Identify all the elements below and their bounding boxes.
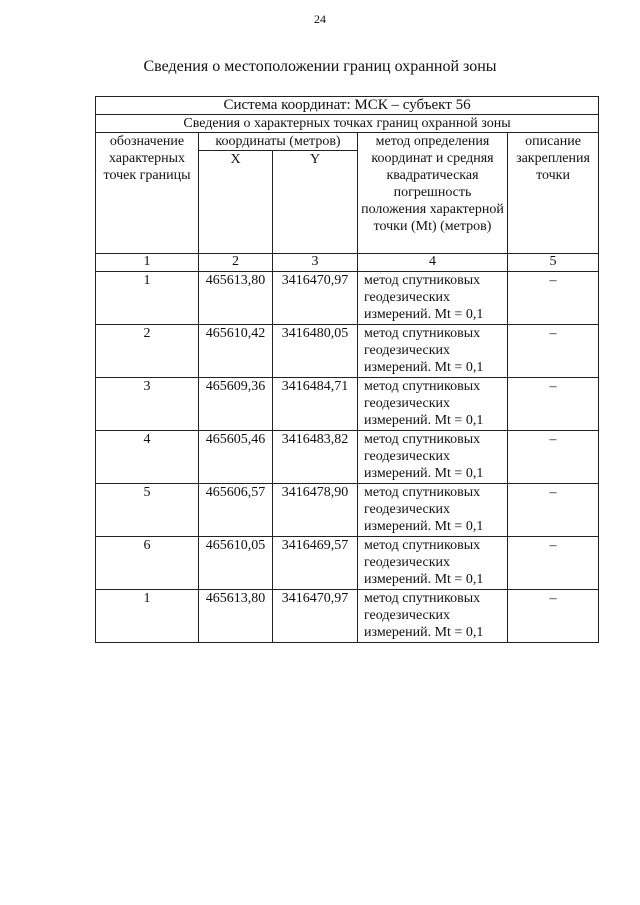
method-cell: метод спутниковых геодезических измерений. Mt = 0,1 — [358, 325, 508, 378]
document-title: Сведения о местоположении границ охранной зоны — [143, 58, 497, 75]
fixing-cell: – — [508, 431, 599, 484]
method-cell: метод спутниковых геодезических измерений. Mt = 0,1 — [358, 431, 508, 484]
fixing-cell: – — [508, 325, 599, 378]
y-coordinate-cell: 3416469,57 — [273, 537, 358, 590]
y-coordinate-cell: 3416478,90 — [273, 484, 358, 537]
x-coordinate-cell: 465609,36 — [199, 378, 273, 431]
y-coordinate-cell: 3416480,05 — [273, 325, 358, 378]
method-cell: метод спутниковых геодезических измерений. Mt = 0,1 — [358, 484, 508, 537]
column-number: 3 — [273, 254, 358, 272]
fixing-cell: – — [508, 272, 599, 325]
table-row — [96, 431, 599, 484]
coordinate-system-caption: Система координат: МСК – субъект 56 — [96, 97, 599, 115]
x-coordinate-cell: 465610,05 — [199, 537, 273, 590]
table-row — [96, 272, 599, 325]
x-coordinate-cell: 465605,46 — [199, 431, 273, 484]
fixing-cell: – — [508, 378, 599, 431]
point-cell: 1 — [96, 272, 199, 325]
page-number: 24 — [314, 12, 326, 26]
points-caption: Сведения о характерных точках границ охранной зоны — [96, 115, 599, 133]
method-cell: метод спутниковых геодезических измерений. Mt = 0,1 — [358, 272, 508, 325]
header-coordinates: координаты (метров) — [199, 133, 358, 151]
column-number: 2 — [199, 254, 273, 272]
method-cell: метод спутниковых геодезических измерений. Mt = 0,1 — [358, 537, 508, 590]
header-x: X — [199, 151, 273, 254]
column-number: 1 — [96, 254, 199, 272]
column-number: 5 — [508, 254, 599, 272]
column-numbers-row — [96, 254, 599, 272]
table-row — [96, 378, 599, 431]
x-coordinate-cell: 465613,80 — [199, 590, 273, 643]
header-fixing: описание закрепления точки — [508, 133, 599, 254]
table-row — [96, 590, 599, 643]
header-y: Y — [273, 151, 358, 254]
y-coordinate-cell: 3416483,82 — [273, 431, 358, 484]
y-coordinate-cell: 3416484,71 — [273, 378, 358, 431]
boundary-points-table — [95, 96, 599, 643]
table-row — [96, 325, 599, 378]
point-cell: 6 — [96, 537, 199, 590]
header-method: метод определения координат и средняя квадратическая погрешность положения характерной точки (Mt) (метров) — [358, 133, 508, 254]
x-coordinate-cell: 465613,80 — [199, 272, 273, 325]
table-row — [96, 484, 599, 537]
fixing-cell: – — [508, 484, 599, 537]
method-cell: метод спутниковых геодезических измерений. Mt = 0,1 — [358, 378, 508, 431]
fixing-cell: – — [508, 537, 599, 590]
point-cell: 2 — [96, 325, 199, 378]
point-cell: 3 — [96, 378, 199, 431]
header-point-designation: обозначение характерных точек границы — [96, 133, 199, 254]
column-number: 4 — [358, 254, 508, 272]
y-coordinate-cell: 3416470,97 — [273, 272, 358, 325]
point-cell: 4 — [96, 431, 199, 484]
y-coordinate-cell: 3416470,97 — [273, 590, 358, 643]
point-cell: 1 — [96, 590, 199, 643]
point-cell: 5 — [96, 484, 199, 537]
table-row — [96, 537, 599, 590]
method-cell: метод спутниковых геодезических измерений. Mt = 0,1 — [358, 590, 508, 643]
x-coordinate-cell: 465610,42 — [199, 325, 273, 378]
x-coordinate-cell: 465606,57 — [199, 484, 273, 537]
fixing-cell: – — [508, 590, 599, 643]
